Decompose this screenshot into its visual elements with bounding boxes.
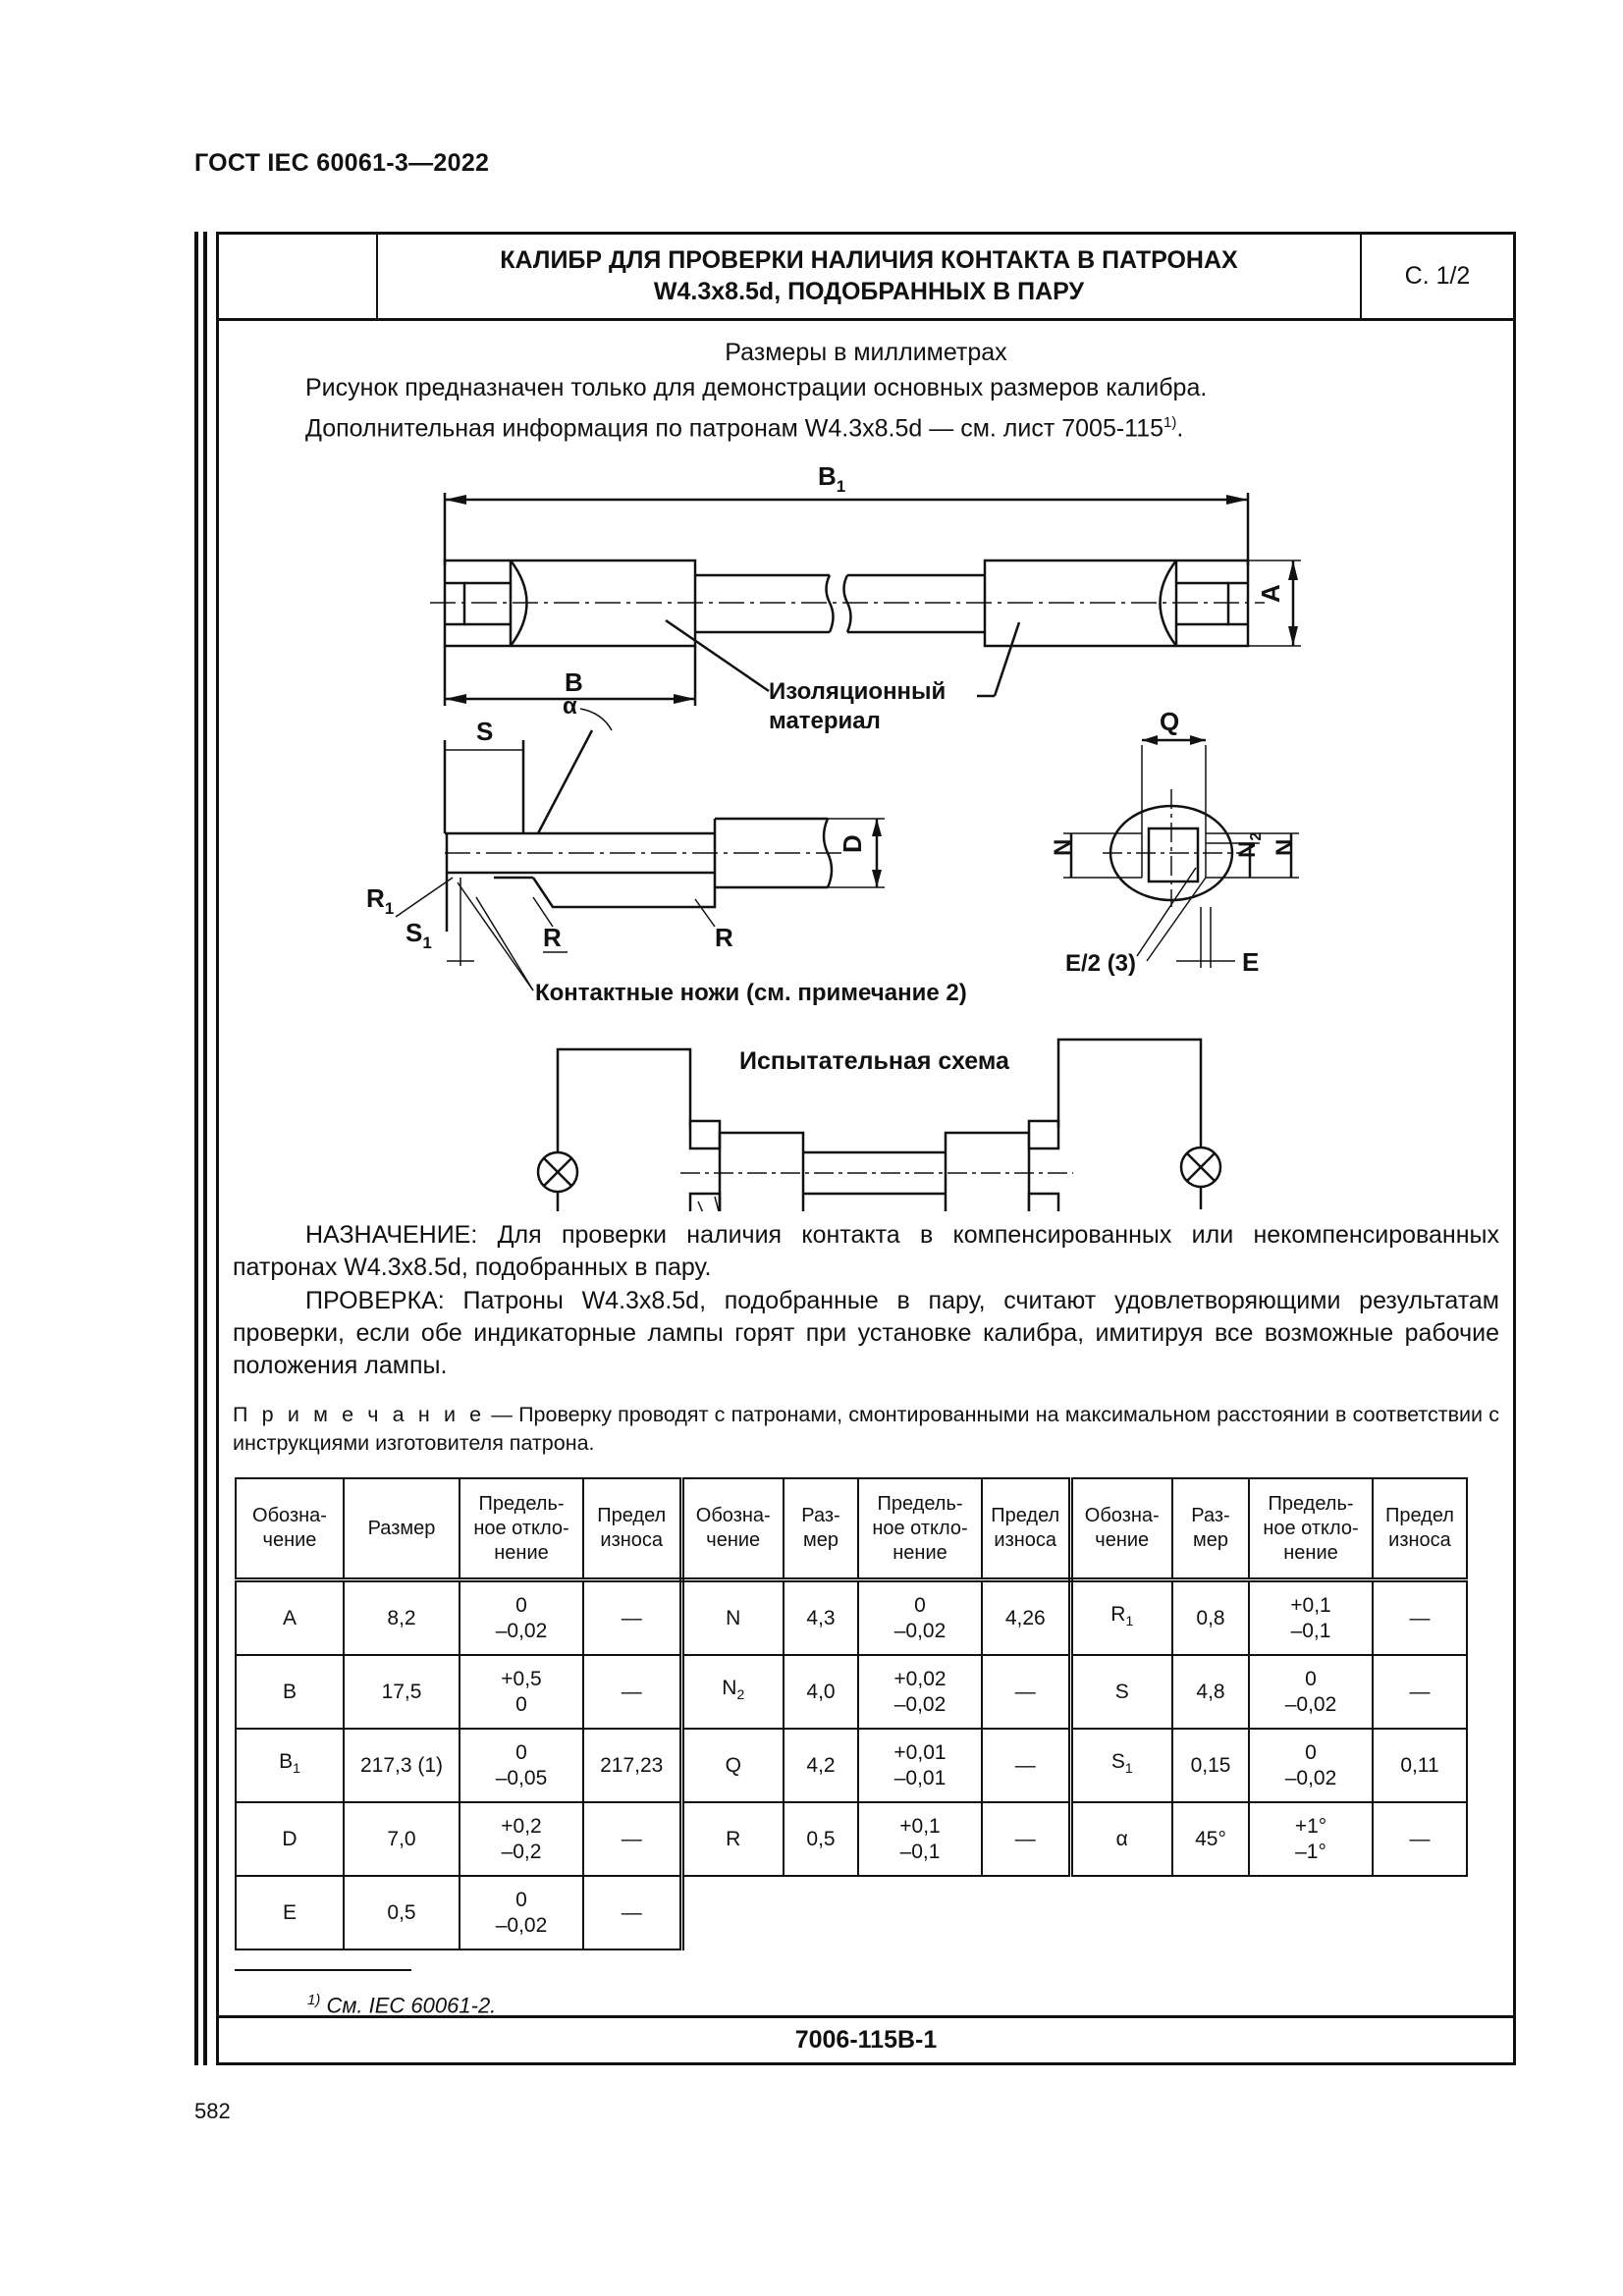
note-text: — Проверку проводят с патронами, смонтированными на максимальном расстоянии в соответствии с инструкциями изготовителя патрона. [233, 1403, 1499, 1455]
table-cell: A [236, 1580, 344, 1656]
table-header-cell: Обозна- чение [236, 1478, 344, 1580]
page-number: 582 [194, 2099, 231, 2123]
table-cell: 0,8 [1172, 1580, 1249, 1656]
dim-label-e-half: E/2 (3) [1065, 950, 1137, 977]
table-cell: +0,01 –0,01 [858, 1729, 982, 1802]
table-cell: E [236, 1876, 344, 1949]
sheet-frame [216, 232, 1516, 2065]
table-header-cell: Раз- мер [784, 1478, 858, 1580]
test-circuit-label: Испытательная схема [739, 1047, 1009, 1075]
table-empty-cell [982, 1876, 1070, 1949]
gauge-drawing [219, 446, 1513, 1211]
contact-end-detail [366, 693, 967, 1006]
dim-label-n2: $N_2$ [1234, 831, 1265, 858]
table-cell: +0,5 0 [460, 1655, 583, 1729]
table-body [236, 1580, 1467, 1950]
table-cell: 0 –0,02 [460, 1580, 583, 1656]
table-cell: 4,26 [982, 1580, 1070, 1656]
table-cell: α [1070, 1802, 1172, 1876]
table-cell: — [982, 1655, 1070, 1729]
table-header-cell: Обозна- чение [1070, 1478, 1172, 1580]
table-row [236, 1802, 1467, 1876]
table-cell: D [236, 1802, 344, 1876]
table-cell: +0,02 –0,02 [858, 1655, 982, 1729]
sheet-code: 7006-115B-1 [219, 2015, 1513, 2062]
title-line-1: КАЛИБР ДЛЯ ПРОВЕРКИ НАЛИЧИЯ КОНТАКТА В ПАТРОНАХ [500, 246, 1238, 274]
table-header-cell: Предел износа [982, 1478, 1070, 1580]
insulation-label: Изоляционный [769, 678, 947, 705]
table-header-cell: Предель- ное откло- нение [460, 1478, 583, 1580]
title-line-2: W4.3x8.5d, ПОДОБРАННЫХ В ПАРУ [653, 278, 1085, 305]
table-cell: 0,5 [344, 1876, 460, 1949]
dim-label-n: N [1050, 838, 1076, 856]
footnote-ref: 1) [1163, 414, 1177, 431]
table-cell: +0,2 –0,2 [460, 1802, 583, 1876]
table-cell: 8,2 [344, 1580, 460, 1656]
table-cell: 0,5 [784, 1802, 858, 1876]
table-cell: — [982, 1729, 1070, 1802]
table-cell: 0 –0,02 [1249, 1729, 1373, 1802]
footnote-separator [235, 1969, 411, 1971]
table-cell: — [1373, 1802, 1467, 1876]
table-cell: — [583, 1876, 681, 1949]
dim-label-s: S [476, 717, 494, 746]
additional-info-note: Дополнительная информация по патронам W4.3x8.5d — см. лист 7005-115$^{1)}$. [305, 414, 1184, 443]
table-empty-cell [784, 1876, 858, 1949]
table-empty-cell [858, 1876, 982, 1949]
dim-label-a: A [1256, 584, 1285, 603]
table-header-row [236, 1478, 1467, 1580]
table-cell: — [583, 1802, 681, 1876]
table-header-cell: Обозна- чение [681, 1478, 784, 1580]
table-cell: +0,1 –0,1 [858, 1802, 982, 1876]
sheet-number: С. 1/2 [1404, 262, 1471, 290]
table-header-cell: Раз- мер [1172, 1478, 1249, 1580]
table-cell: 7,0 [344, 1802, 460, 1876]
footnote: $^{1)}$ См. IEC 60061-2. [307, 1992, 497, 2018]
table-row [236, 1580, 1467, 1656]
dim-label-r1: $R_1$ [366, 883, 395, 918]
table-cell: 17,5 [344, 1655, 460, 1729]
end-view-detail [1050, 707, 1299, 977]
dim-label-q: Q [1160, 707, 1180, 736]
table-cell: $R_1$ [1070, 1580, 1172, 1656]
table-header-cell: Предель- ное откло- нение [1249, 1478, 1373, 1580]
dim-label-s1: $S_1$ [406, 918, 432, 952]
table-header-cell: Предел износа [1373, 1478, 1467, 1580]
table-cell: S [1070, 1655, 1172, 1729]
note-paragraph [233, 1401, 1499, 1458]
title-row [219, 235, 1513, 321]
table-cell: — [1373, 1580, 1467, 1656]
sheet-title [376, 235, 1362, 318]
test-circuit-schematic [538, 1040, 1220, 1211]
table-cell: 0,11 [1373, 1729, 1467, 1802]
dim-label-r: R [543, 923, 562, 952]
table-cell: 0 –0,02 [460, 1876, 583, 1949]
table-empty-cell [681, 1876, 784, 1949]
dim-label-b: B [565, 667, 583, 697]
check-paragraph: ПРОВЕРКА: Патроны W4.3x8.5d, подобранные в пару, считают удовлетворяющими результатам проверки, если обе индикаторные лампы горят при установке калибра, имитируя все возможные рабочие положения лампы. [233, 1287, 1499, 1379]
units-note: Размеры в миллиметрах [725, 339, 1007, 366]
table-cell: — [1373, 1655, 1467, 1729]
dim-label-r: R [715, 923, 733, 952]
dim-label-e: E [1242, 947, 1260, 977]
table-row [236, 1876, 1467, 1949]
insulation-label: материал [769, 708, 881, 734]
table-cell: $B_1$ [236, 1729, 344, 1802]
dimensions-table [235, 1477, 1468, 1950]
table-header-cell: Размер [344, 1478, 460, 1580]
table-row [236, 1655, 1467, 1729]
figure-note: Рисунок предназначен только для демонстрации основных размеров калибра. [305, 374, 1208, 401]
table-cell: 0,15 [1172, 1729, 1249, 1802]
table-cell: 0 –0,02 [1249, 1655, 1373, 1729]
table-cell: 0 –0,05 [460, 1729, 583, 1802]
dim-label-n: N [1271, 838, 1298, 856]
table-cell: $N_2$ [681, 1655, 784, 1729]
table-cell: 4,8 [1172, 1655, 1249, 1729]
table-cell: B [236, 1655, 344, 1729]
purpose-paragraph: НАЗНАЧЕНИЕ: Для проверки наличия контакта в компенсированных или некомпенсированных патронах W4.3x8.5d, подобранных в пару. [233, 1221, 1499, 1281]
table-empty-cell [1172, 1876, 1249, 1949]
table-cell: 4,3 [784, 1580, 858, 1656]
table-cell: 217,3 (1) [344, 1729, 460, 1802]
table-header-cell: Предел износа [583, 1478, 681, 1580]
table-header-cell: Предель- ное откло- нение [858, 1478, 982, 1580]
table-empty-cell [1070, 1876, 1172, 1949]
dim-label-d: D [838, 834, 867, 853]
document-header: ГОСТ IEC 60061-3—2022 [194, 149, 490, 177]
angle-label-alpha: α [563, 693, 577, 720]
table-cell: +1° –1° [1249, 1802, 1373, 1876]
dim-label-b1: $B_1$ [818, 461, 846, 496]
table-cell: 217,23 [583, 1729, 681, 1802]
table-cell: — [583, 1655, 681, 1729]
table-cell: R [681, 1802, 784, 1876]
left-margin-line [194, 232, 198, 2065]
table-cell: 0 –0,02 [858, 1580, 982, 1656]
left-margin-line [203, 232, 207, 2065]
table-empty-cell [1249, 1876, 1373, 1949]
table-cell: $S_1$ [1070, 1729, 1172, 1802]
table-cell: 4,0 [784, 1655, 858, 1729]
additional-info-text: Дополнительная информация по патронам W4.3x8.5d — см. лист 7005-115 [305, 414, 1164, 443]
table-cell: 45° [1172, 1802, 1249, 1876]
table-cell: N [681, 1580, 784, 1656]
gauge-side-view [430, 461, 1301, 734]
table-cell: 4,2 [784, 1729, 858, 1802]
table-empty-cell [1373, 1876, 1467, 1949]
table-cell: — [982, 1802, 1070, 1876]
note-label: П р и м е ч а н и е [233, 1403, 486, 1426]
table-row [236, 1729, 1467, 1802]
table-cell: — [583, 1580, 681, 1656]
table-cell: Q [681, 1729, 784, 1802]
table-cell: +0,1 –0,1 [1249, 1580, 1373, 1656]
contact-knives-label: Контактные ножи (см. примечание 2) [535, 980, 967, 1006]
